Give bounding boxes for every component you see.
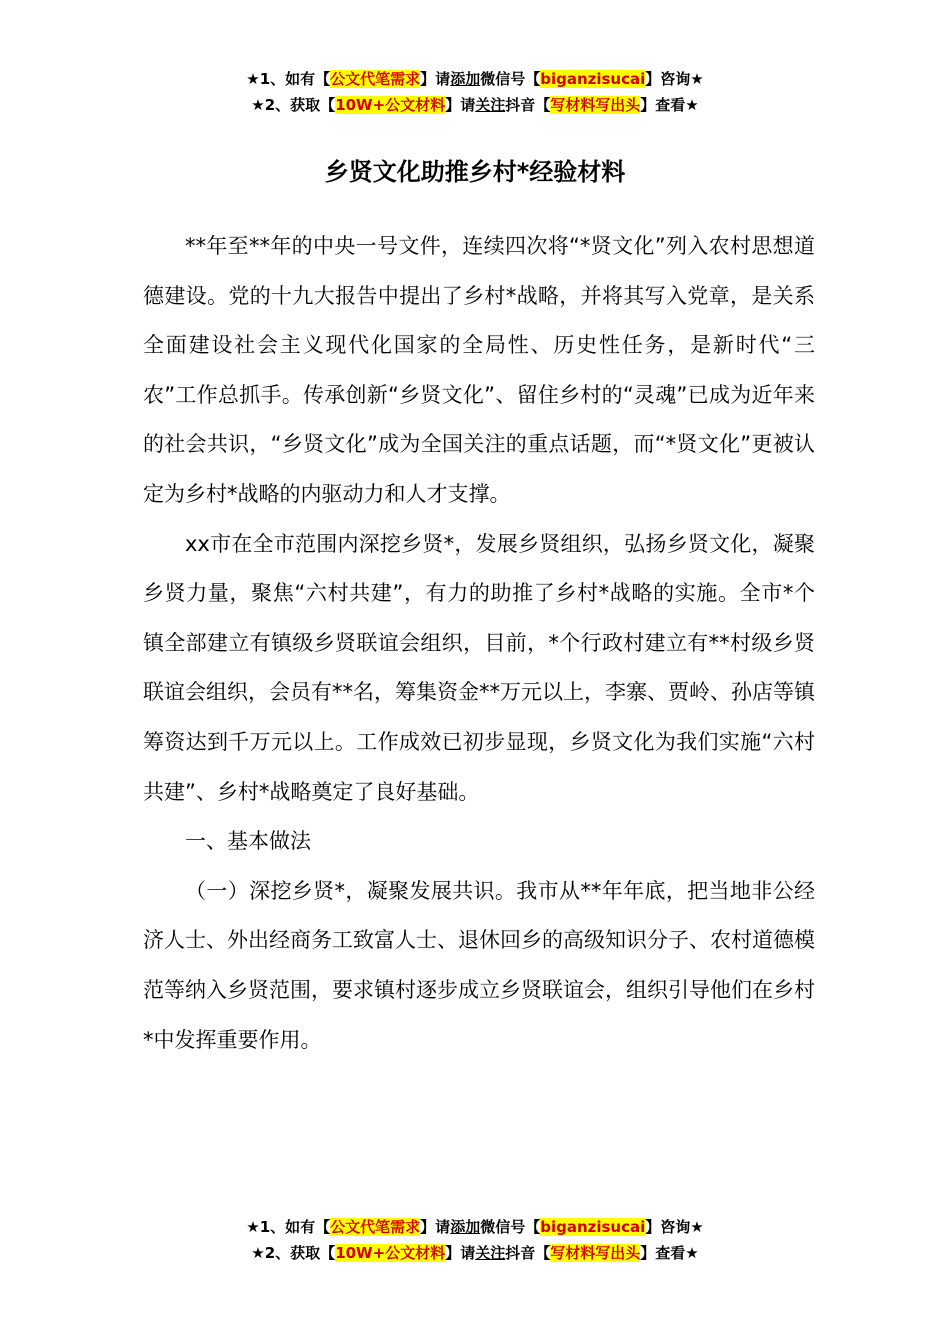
- banner-line-2: [0, 92, 950, 118]
- banner-text: 微信号【: [480, 70, 541, 88]
- banner-highlight: 10W+公文材料: [335, 1244, 446, 1262]
- banner-highlight: biganzisucai: [540, 1218, 646, 1236]
- banner-text: ★1、如有【: [246, 1218, 331, 1236]
- banner-text: 】咨询★: [645, 1218, 704, 1236]
- banner-text: ★1、如有【: [246, 70, 331, 88]
- banner-text: ★2、获取【: [251, 1244, 336, 1262]
- banner-text: ★2、获取【: [251, 96, 336, 114]
- footer-banner: [0, 1214, 950, 1266]
- banner-text: 抖音【: [505, 1244, 551, 1262]
- banner-highlight: 10W+公文材料: [335, 96, 446, 114]
- banner-line-1: [0, 1214, 950, 1240]
- banner-emphasis: 关注: [475, 96, 506, 114]
- section-heading: 一、基本做法: [185, 829, 311, 854]
- banner-line-1: [0, 66, 950, 92]
- banner-highlight: biganzisucai: [540, 70, 646, 88]
- banner-highlight: 写材料写出头: [550, 96, 641, 114]
- banner-text: 抖音【: [505, 96, 551, 114]
- banner-text: 】请: [420, 70, 451, 88]
- banner-highlight: 公文代笔需求: [330, 70, 421, 88]
- banner-text: 】查看★: [640, 96, 699, 114]
- banner-emphasis: 关注: [475, 1244, 506, 1262]
- banner-text: 】请: [420, 1218, 451, 1236]
- banner-highlight: 公文代笔需求: [330, 1218, 421, 1236]
- banner-text: 】请: [445, 1244, 476, 1262]
- document-body: [143, 222, 815, 1065]
- paragraph: （一）深挖乡贤*，凝聚发展共识。我市从**年年底，把当地非公经济人士、外出经商务工致富人士、退休回乡的高级知识分子、农村道德模范等纳入乡贤范围，要求镇村逐步成立乡贤联谊会，组织引导他们在乡村*中发挥重要作用。: [143, 878, 815, 1052]
- banner-highlight: 写材料写出头: [550, 1244, 641, 1262]
- banner-text: 微信号【: [480, 1218, 541, 1236]
- banner-text: 】请: [445, 96, 476, 114]
- paragraph: xx市在全市范围内深挖乡贤*，发展乡贤组织，弘扬乡贤文化，凝聚乡贤力量，聚焦“六村共建”，有力的助推了乡村*战略的实施。全市*个镇全部建立有镇级乡贤联谊会组织，目前，*个行政村建立有**村级乡贤联谊会组织，会员有**名，筹集资金**万元以上，李寨、贾岭、孙店等镇筹资达到千万元以上。工作成效已初步显现，乡贤文化为我们实施“六村共建”、乡村*战略奠定了良好基础。: [143, 531, 815, 804]
- document-title: 乡贤文化助推乡村*经验材料: [324, 158, 626, 186]
- banner-emphasis: 添加: [450, 1218, 481, 1236]
- banner-text: 】查看★: [640, 1244, 699, 1262]
- paragraph: **年至**年的中央一号文件，连续四次将“*贤文化”列入农村思想道德建设。党的十九大报告中提出了乡村*战略，并将其写入党章，是关系全面建设社会主义现代化国家的全局性、历史性任务，是新时代“三农”工作总抓手。传承创新“乡贤文化”、留住乡村的“灵魂”已成为近年来的社会共识，“乡贤文化”成为全国关注的重点话题，而“*贤文化”更被认定为乡村*战略的内驱动力和人才支撑。: [143, 234, 815, 506]
- banner-text: 】咨询★: [645, 70, 704, 88]
- banner-emphasis: 添加: [450, 70, 481, 88]
- banner-line-2: [0, 1240, 950, 1266]
- header-banner: [0, 66, 950, 118]
